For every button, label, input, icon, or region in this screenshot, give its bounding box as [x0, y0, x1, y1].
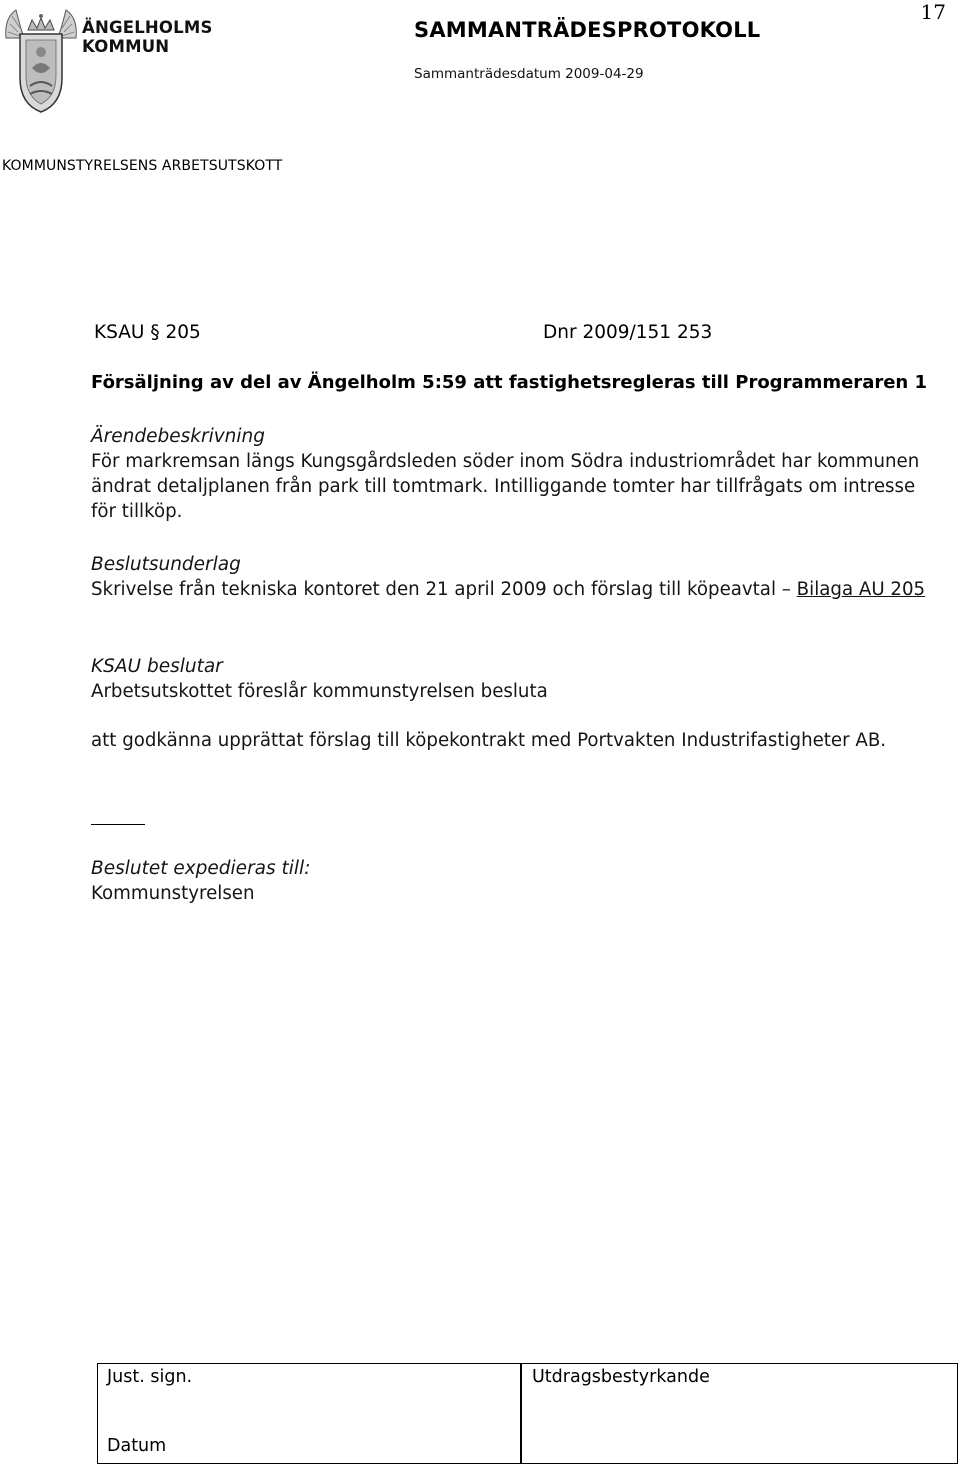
meeting-date: Sammanträdesdatum 2009-04-29 — [414, 66, 644, 82]
decision-basis-text — [91, 577, 936, 602]
distribution-recipient: Kommunstyrelsen — [91, 883, 255, 904]
item-reference — [94, 322, 201, 343]
signature-box — [97, 1363, 958, 1464]
item-heading: Försäljning av del av Ängelholm 5:59 att fastighetsregleras till Programmeraren 1 — [91, 372, 928, 393]
decision-basis-section — [91, 552, 936, 602]
decision-basis-body: Skrivelse från tekniska kontoret den 21 april 2009 och förslag till köpeavtal – — [91, 579, 797, 600]
ref-prefix: KSAU — [94, 322, 145, 343]
appendix-link[interactable]: Bilaga AU 205 — [796, 579, 926, 600]
ref-number: 205 — [165, 322, 201, 343]
municipality-logo — [2, 8, 213, 118]
case-description-title: Ärendebeskrivning — [91, 426, 265, 447]
logo-line-1: ÄNGELHOLMS — [82, 18, 213, 37]
paragraph-sign: § — [150, 322, 160, 343]
signature-box-divider — [520, 1364, 522, 1463]
decision-att-clause: att godkänna upprättat förslag till köpekontrakt med Portvakten Industrifastigheter AB. — [91, 730, 887, 751]
case-description-text: För markremsan längs Kungsgårdsleden söder inom Södra industriområdet har kommunen ändrat detaljplanen från park till tomtmark. Intilliggande tomter har tillfrågats om intresse för tillköp. — [91, 451, 920, 522]
decision-title: KSAU beslutar — [91, 656, 223, 677]
date-label: Datum — [107, 1436, 167, 1456]
page-number: 17 — [920, 0, 946, 24]
logo-line-2: KOMMUN — [82, 37, 170, 56]
just-sign-label: Just. sign. — [107, 1367, 193, 1387]
committee-name: KOMMUNSTYRELSENS ARBETSUTSKOTT — [2, 158, 283, 174]
document-title: SAMMANTRÄDESPROTOKOLL — [414, 18, 761, 42]
decision-basis-title: Beslutsunderlag — [91, 554, 241, 575]
distribution-title: Beslutet expedieras till: — [91, 858, 311, 879]
diary-number: Dnr 2009/151 253 — [543, 322, 713, 343]
logo-wordmark — [82, 18, 213, 56]
coat-of-arms-icon — [2, 8, 80, 116]
certification-label: Utdragsbestyrkande — [532, 1367, 710, 1387]
decision-intro: Arbetsutskottet föreslår kommunstyrelsen besluta — [91, 681, 548, 702]
separator-rule — [91, 824, 145, 825]
distribution-section — [91, 856, 936, 906]
decision-section — [91, 654, 936, 753]
case-description-section — [91, 424, 936, 524]
